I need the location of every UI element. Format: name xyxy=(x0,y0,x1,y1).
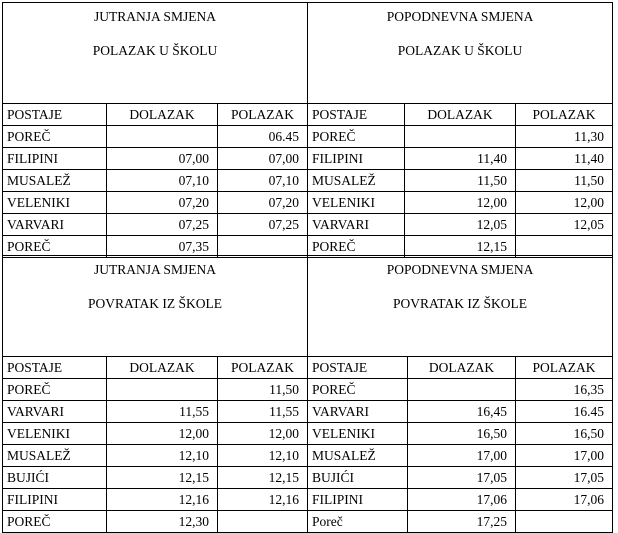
col-header-stations: POSTAJE xyxy=(308,357,408,379)
station-cell: MUSALEŽ xyxy=(308,445,408,467)
station-cell: FILIPINI xyxy=(308,148,405,170)
station-cell: MUSALEŽ xyxy=(308,170,405,192)
section-title: POLAZAK U ŠKOLU xyxy=(92,42,218,58)
col-header-arrival: DOLAZAK xyxy=(408,357,516,379)
table-row xyxy=(3,423,613,445)
col-header-departure: POLAZAK xyxy=(516,104,613,126)
table-row xyxy=(3,489,613,511)
section-title: POVRATAK IZ ŠKOLE xyxy=(393,295,527,311)
arrival-cell: 11,40 xyxy=(405,148,516,170)
station-cell: VARVARI xyxy=(3,214,107,236)
afternoon-header-cell xyxy=(308,256,613,357)
arrival-cell xyxy=(107,126,218,148)
station-cell: VARVARI xyxy=(308,214,405,236)
table-row xyxy=(3,214,613,236)
station-cell: VELENIKI xyxy=(308,192,405,214)
arrival-cell: 12,15 xyxy=(107,467,218,489)
station-cell: FILIPINI xyxy=(3,489,107,511)
arrival-cell xyxy=(408,379,516,401)
afternoon-header-cell xyxy=(308,3,613,104)
arrival-cell: 17,00 xyxy=(408,445,516,467)
departure-cell: 12,00 xyxy=(218,423,308,445)
arrival-cell: 11,55 xyxy=(107,401,218,423)
arrival-cell: 07,10 xyxy=(107,170,218,192)
shift-title: JUTRANJA SMJENA xyxy=(94,262,216,277)
table-row xyxy=(3,192,613,214)
col-header-stations: POSTAJE xyxy=(308,104,405,126)
station-cell: MUSALEŽ xyxy=(3,445,107,467)
morning-header-cell xyxy=(3,3,308,104)
arrival-cell: 07,20 xyxy=(107,192,218,214)
shift-title: POPODNEVNA SMJENA xyxy=(386,9,534,24)
station-cell: VELENIKI xyxy=(3,423,107,445)
arrival-cell: 12,05 xyxy=(405,214,516,236)
station-cell: POREČ xyxy=(308,126,405,148)
column-header-row xyxy=(3,357,613,379)
station-cell: BUJIĆI xyxy=(308,467,408,489)
departure-cell: 07,25 xyxy=(218,214,308,236)
departure-cell: 12,10 xyxy=(218,445,308,467)
station-cell: Poreč xyxy=(308,511,408,533)
table-row xyxy=(3,467,613,489)
station-cell: VELENIKI xyxy=(308,423,408,445)
arrival-cell: 12,00 xyxy=(405,192,516,214)
arrival-cell: 07,35 xyxy=(107,236,218,258)
arrival-cell xyxy=(107,379,218,401)
station-cell: POREČ xyxy=(308,379,408,401)
arrival-cell: 12,15 xyxy=(405,236,516,258)
shift-title: POPODNEVNA SMJENA xyxy=(386,262,534,277)
arrival-cell: 17,06 xyxy=(408,489,516,511)
table-row xyxy=(3,445,613,467)
station-cell: VARVARI xyxy=(308,401,408,423)
departure-cell: 12,05 xyxy=(516,214,613,236)
table-row xyxy=(3,511,613,533)
departure-cell: 17,00 xyxy=(516,445,613,467)
column-header-row xyxy=(3,104,613,126)
station-cell: POREČ xyxy=(308,236,405,258)
timetable-to-school xyxy=(2,2,613,258)
station-cell: MUSALEŽ xyxy=(3,170,107,192)
section-title: POVRATAK IZ ŠKOLE xyxy=(88,295,222,311)
departure-cell: 07,00 xyxy=(218,148,308,170)
section-title: POLAZAK U ŠKOLU xyxy=(397,42,523,58)
table-row xyxy=(3,401,613,423)
departure-cell: 07,20 xyxy=(218,192,308,214)
shift-title: JUTRANJA SMJENA xyxy=(94,9,216,24)
departure-cell: 12,15 xyxy=(218,467,308,489)
station-cell: POREČ xyxy=(3,126,107,148)
departure-cell: 07,10 xyxy=(218,170,308,192)
departure-cell: 16,35 xyxy=(516,379,613,401)
arrival-cell: 16,45 xyxy=(408,401,516,423)
arrival-cell: 12,16 xyxy=(107,489,218,511)
departure-cell: 16.45 xyxy=(516,401,613,423)
station-cell: POREČ xyxy=(3,511,107,533)
col-header-stations: POSTAJE xyxy=(3,104,107,126)
departure-cell: 11,50 xyxy=(516,170,613,192)
station-cell: FILIPINI xyxy=(3,148,107,170)
table-row xyxy=(3,148,613,170)
departure-cell: 11,50 xyxy=(218,379,308,401)
station-cell: BUJIĆI xyxy=(3,467,107,489)
departure-cell: 17,06 xyxy=(516,489,613,511)
table-row xyxy=(3,170,613,192)
departure-cell: 17,05 xyxy=(516,467,613,489)
col-header-departure: POLAZAK xyxy=(218,104,308,126)
arrival-cell: 12,00 xyxy=(107,423,218,445)
departure-cell xyxy=(218,511,308,533)
timetable-from-school xyxy=(2,255,613,533)
station-cell: POREČ xyxy=(3,379,107,401)
table-row xyxy=(3,126,613,148)
col-header-departure: POLAZAK xyxy=(516,357,613,379)
arrival-cell xyxy=(405,126,516,148)
departure-cell: 11,40 xyxy=(516,148,613,170)
station-cell: POREČ xyxy=(3,236,107,258)
departure-cell: 12,16 xyxy=(218,489,308,511)
arrival-cell: 07,00 xyxy=(107,148,218,170)
col-header-arrival: DOLAZAK xyxy=(405,104,516,126)
header-row xyxy=(3,256,613,357)
col-header-arrival: DOLAZAK xyxy=(107,104,218,126)
departure-cell xyxy=(516,511,613,533)
morning-header-cell xyxy=(3,256,308,357)
arrival-cell: 17,25 xyxy=(408,511,516,533)
departure-cell: 11,55 xyxy=(218,401,308,423)
station-cell: VELENIKI xyxy=(3,192,107,214)
arrival-cell: 07,25 xyxy=(107,214,218,236)
header-row xyxy=(3,3,613,104)
col-header-departure: POLAZAK xyxy=(218,357,308,379)
departure-cell: 11,30 xyxy=(516,126,613,148)
table-row xyxy=(3,379,613,401)
departure-cell: 16,50 xyxy=(516,423,613,445)
arrival-cell: 11,50 xyxy=(405,170,516,192)
arrival-cell: 16,50 xyxy=(408,423,516,445)
arrival-cell: 12,10 xyxy=(107,445,218,467)
station-cell: VARVARI xyxy=(3,401,107,423)
station-cell: FILIPINI xyxy=(308,489,408,511)
col-header-stations: POSTAJE xyxy=(3,357,107,379)
arrival-cell: 12,30 xyxy=(107,511,218,533)
departure-cell: 06.45 xyxy=(218,126,308,148)
arrival-cell: 17,05 xyxy=(408,467,516,489)
departure-cell: 12,00 xyxy=(516,192,613,214)
col-header-arrival: DOLAZAK xyxy=(107,357,218,379)
